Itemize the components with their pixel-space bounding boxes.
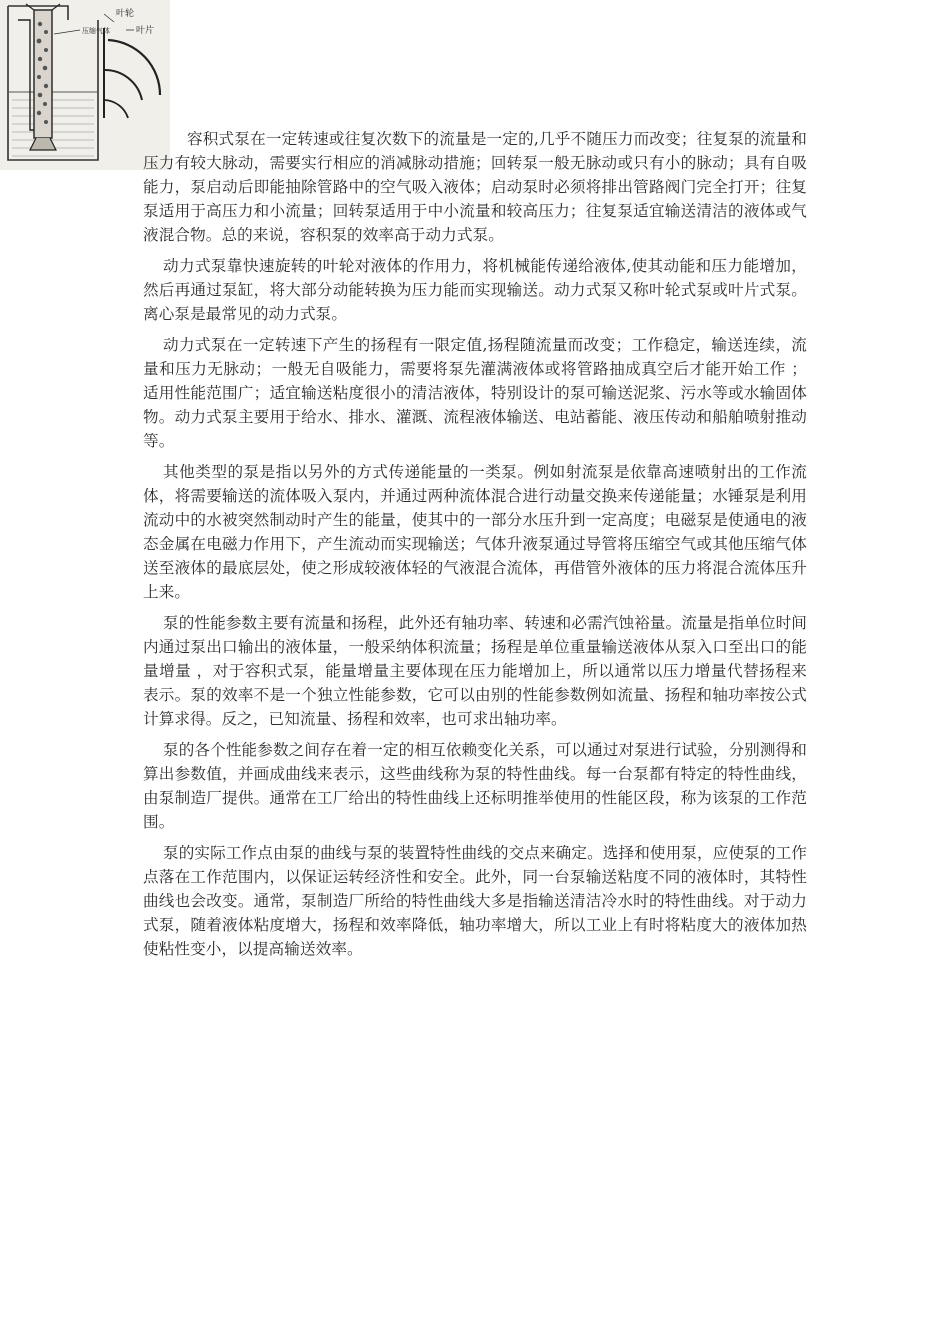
paragraph-performance-parameters: 泵的性能参数主要有流量和扬程，此外还有轴功率、转速和必需汽蚀裕量。流量是指单位时间内通过泵出口输出的液体量，一般采纳体积流量；扬程是单位重量输送液体从泵入口至出口的能量增量 ，对于容积式泵，能量增量主要体现在压力能增加上，所以通常以压力增量代替扬程来表示。泵的效率不是一个独立性能参数，它可以由别的性能参数例如流量、扬程和轴功率按公式计算求得。反之，已知流量、扬程和效率，也可求出轴功率。 xyxy=(143,614,807,728)
paragraph-dynamic-pump-principle: 动力式泵靠快速旋转的叶轮对液体的作用力，将机械能传递给液体,使其动能和压力能增加，然后再通过泵缸，将大部分动能转换为压力能而实现输送。动力式泵又称叶轮式泵或叶片式泵。离心泵是最常见的动力式泵。 xyxy=(143,257,807,323)
article-body xyxy=(143,127,807,968)
paragraph-dynamic-pump-characteristics: 动力式泵在一定转速下产生的扬程有一限定值,扬程随流量而改变；工作稳定，输送连续，流量和压力无脉动；一般无自吸能力，需要将泵先灌满液体或将管路抽成真空后才能开始工作 ；适用性能范围广；适宜输送粘度很小的清洁液体，特别设计的泵可输送泥浆、污水等或水输固体物。动力式泵主要用于给水、排水、灌溉、流程液体输送、电站蓄能、液压传动和船舶喷射推动等。 xyxy=(143,336,807,450)
paragraph-other-pump-types: 其他类型的泵是指以另外的方式传递能量的一类泵。例如射流泵是依靠高速喷射出的工作流体，将需要输送的流体吸入泵内，并通过两种流体混合进行动量交换来传递能量；水锤泵是利用流动中的水被突然制动时产生的能量，使其中的一部分水压升到一定高度；电磁泵是使通电的液态金属在电磁力作用下，产生流动而实现输送；气体升液泵通过导管将压缩空气或其他压缩气体送至液体的最底层处，使之形成较液体轻的气液混合流体，再借管外液体的压力将混合流体压升上来。 xyxy=(143,463,807,601)
paragraph-operating-point: 泵的实际工作点由泵的曲线与泵的装置特性曲线的交点来确定。选择和使用泵，应使泵的工作点落在工作范围内，以保证运转经济性和安全。此外，同一台泵输送粘度不同的液体时，其特性曲线也会改变。通常，泵制造厂所给的特性曲线大多是指输送清洁冷水时的特性曲线。对于动力式泵，随着液体粘度增大，扬程和效率降低，轴功率增大，所以工业上有时将粘度大的液体加热使粘性变小，以提高输送效率。 xyxy=(143,844,807,958)
paragraph-characteristic-curves: 泵的各个性能参数之间存在着一定的相互依赖变化关系，可以通过对泵进行试验，分别测得和算出参数值，并画成曲线来表示，这些曲线称为泵的特性曲线。每一台泵都有特定的特性曲线，由泵制造厂提供。通常在工厂给出的特性曲线上还标明推举使用的性能区段，称为该泵的工作范围。 xyxy=(143,741,807,831)
blade-label: 叶片 xyxy=(136,26,155,36)
paragraph-positive-displacement-pump: 容积式泵在一定转速或往复次数下的流量是一定的,几乎不随压力而改变；往复泵的流量和压力有较大脉动，需要实行相应的消减脉动措施；回转泵一般无脉动或只有小的脉动；具有自吸能力，泵启动后即能抽除管路中的空气吸入液体；启动泵时必须将排出管路阀门完全打开；往复泵适用于高压力和小流量；回转泵适用于中小流量和较高压力；往复泵适宜输送清洁的液体或气液混合物。总的来说，容积泵的效率高于动力式泵。 xyxy=(143,130,807,244)
impeller-label: 叶轮 xyxy=(116,9,135,19)
compressed-gas-label: 压缩气体 xyxy=(82,27,110,35)
